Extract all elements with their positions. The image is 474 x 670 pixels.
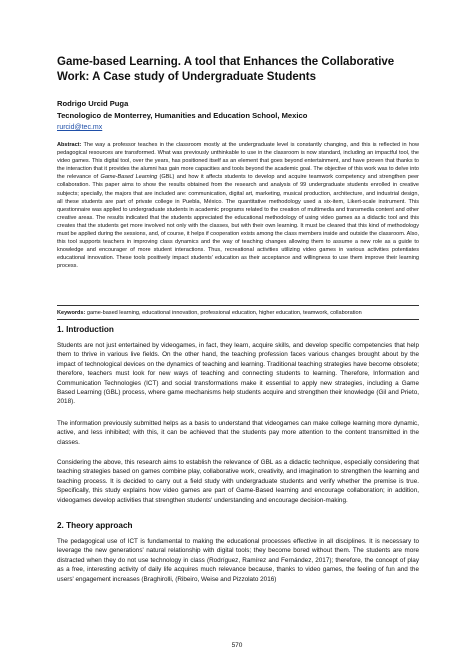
abstract-label: Abstract: bbox=[57, 142, 82, 148]
keywords-bottom-rule bbox=[57, 319, 419, 320]
keywords bbox=[57, 309, 419, 317]
author-name: Rodrigo Urcid Puga bbox=[57, 99, 129, 108]
section-heading-theory: 2. Theory approach bbox=[57, 521, 133, 530]
author-email-link[interactable]: rurcid@tec.mx bbox=[57, 124, 103, 131]
theory-paragraph-1: The pedagogical use of ICT is fundamental to making the educational processes effective in all disciplines. It is necessary to leverage the new generations' natural relationship with digital tools; they become bored without them. The students are more distracted when they do not use technology in class (Rodríguez, Ramírez and Fernández, 2017); therefore, the concept of play as a free, interesting activity of daily life acquires much relevance because, thanks to video games, the feeling of fun and the users' engagement increases (Braghirolli, (Ribeiro, Weise and Pizzolato 2016) bbox=[57, 538, 419, 583]
keywords-top-rule bbox=[57, 305, 419, 306]
keywords-label: Keywords: bbox=[57, 310, 86, 316]
page-number: 570 bbox=[231, 642, 243, 649]
abstract-text-part2: (GBL) and how it affects students to develop and acquire teamwork competency and strengthen peer collaboration. This paper aims to show the results obtained from the research and analysis of 99 undergraduate students enrolled in creative subjects; specially, the majors that are included are: communication, digital art, marketing, musical production, architecture, and industrial design, all these students are part of private college in Puebla, México. The quantitative methodology used a six-item, Likert-scale instrument. This questionnaire was applied to undergraduate students in academic programs related to the creation of multimedia and transmedia content and other creative areas. The results indicated that the students appreciated the educational methodology of using video games as a didactic tool and this creates that the students get more involved not only with the classes, but with their own learning. It must be cleared that this kind of methodology must be applied during the sessions, and, of course, it helps if cooperation exists among the class members inside and outside the classroom. Also, this tool supports teachers in improving class dynamics and the way of teaching changes allowing them to assume a new role as a guide to knowledge and encourager of more student interactions. Thus, recreational activities utilizing video games in various activities potentiates educational innovation. These tools positively impact students' education as their acceptance and willingness to use them improve their learning process. bbox=[57, 174, 419, 270]
abstract-italic-term: Game-Based Learning bbox=[100, 174, 158, 181]
abstract bbox=[57, 141, 419, 271]
keywords-text: game-based learning, educational innovation, professional education, higher education, teamwork, collaboration bbox=[85, 310, 362, 316]
paper-title: Game-based Learning. A tool that Enhances the Collaborative Work: A Case study of Undergraduate Students bbox=[57, 56, 395, 83]
section-heading-introduction: 1. Introduction bbox=[57, 325, 114, 334]
abstract-text-part1: The way a professor teaches in the classroom mostly at the undergraduate level is constantly changing, and this is reflected in how pedagogical resources are transformed. What was previously unthinkable to use in the classroom is now standard, including an impactful tool, the video games. This digital tool, over the years, has positioned itself as an element that goes beyond entertainment, and have proven that thanks to the interaction that it provides the alumni has gain more capacities and tools beyond the academic goal. The objective of this work was to delve into the relevance of bbox=[57, 142, 419, 181]
intro-paragraph-1: Students are not just entertained by videogames, in fact, they learn, acquire skills, and develop specific competencies that help them to thrive in various live fields. On the other hand, the teaching profession faces various changes brought about by the impact of technological devices on the dynamics of teaching and learning. Traditional teaching strategies have become obsolete; therefore, teachers must look for new ways of teaching and connecting students to learning. Therefore, Information and Communication Technologies (ICT) and social transformations make it essential to apply new strategies, including a Game Based Learning (GBL) process, where game mechanisms help students acquire and strengthen their knowledge (Gil and Prieto, 2018). bbox=[57, 342, 419, 406]
author-affiliation: Tecnologico de Monterrey, Humanities and Education School, Mexico bbox=[57, 111, 308, 120]
intro-paragraph-2: The information previously submitted helps as a basis to understand that videogames can make college learning more dynamic, active, and less inhibited; with this, it can be achieved that the students pay more attention to the content transmitted in the classes. bbox=[57, 420, 419, 446]
intro-paragraph-3: Considering the above, this research aims to establish the relevance of GBL as a didactic technique, especially considering that teaching strategies based on games combine play, collaborative work, creativity, and imagination to strengthen the learning and teaching process. It is decided to carry out a field study with undergraduate students and verify whether the premise is true. Specifically, this study explains how video games are part of Game-Based learning and encourage collaboration; in addition, videogames develop activities that strengthen students' understanding and encourage decision-making. bbox=[57, 459, 419, 504]
